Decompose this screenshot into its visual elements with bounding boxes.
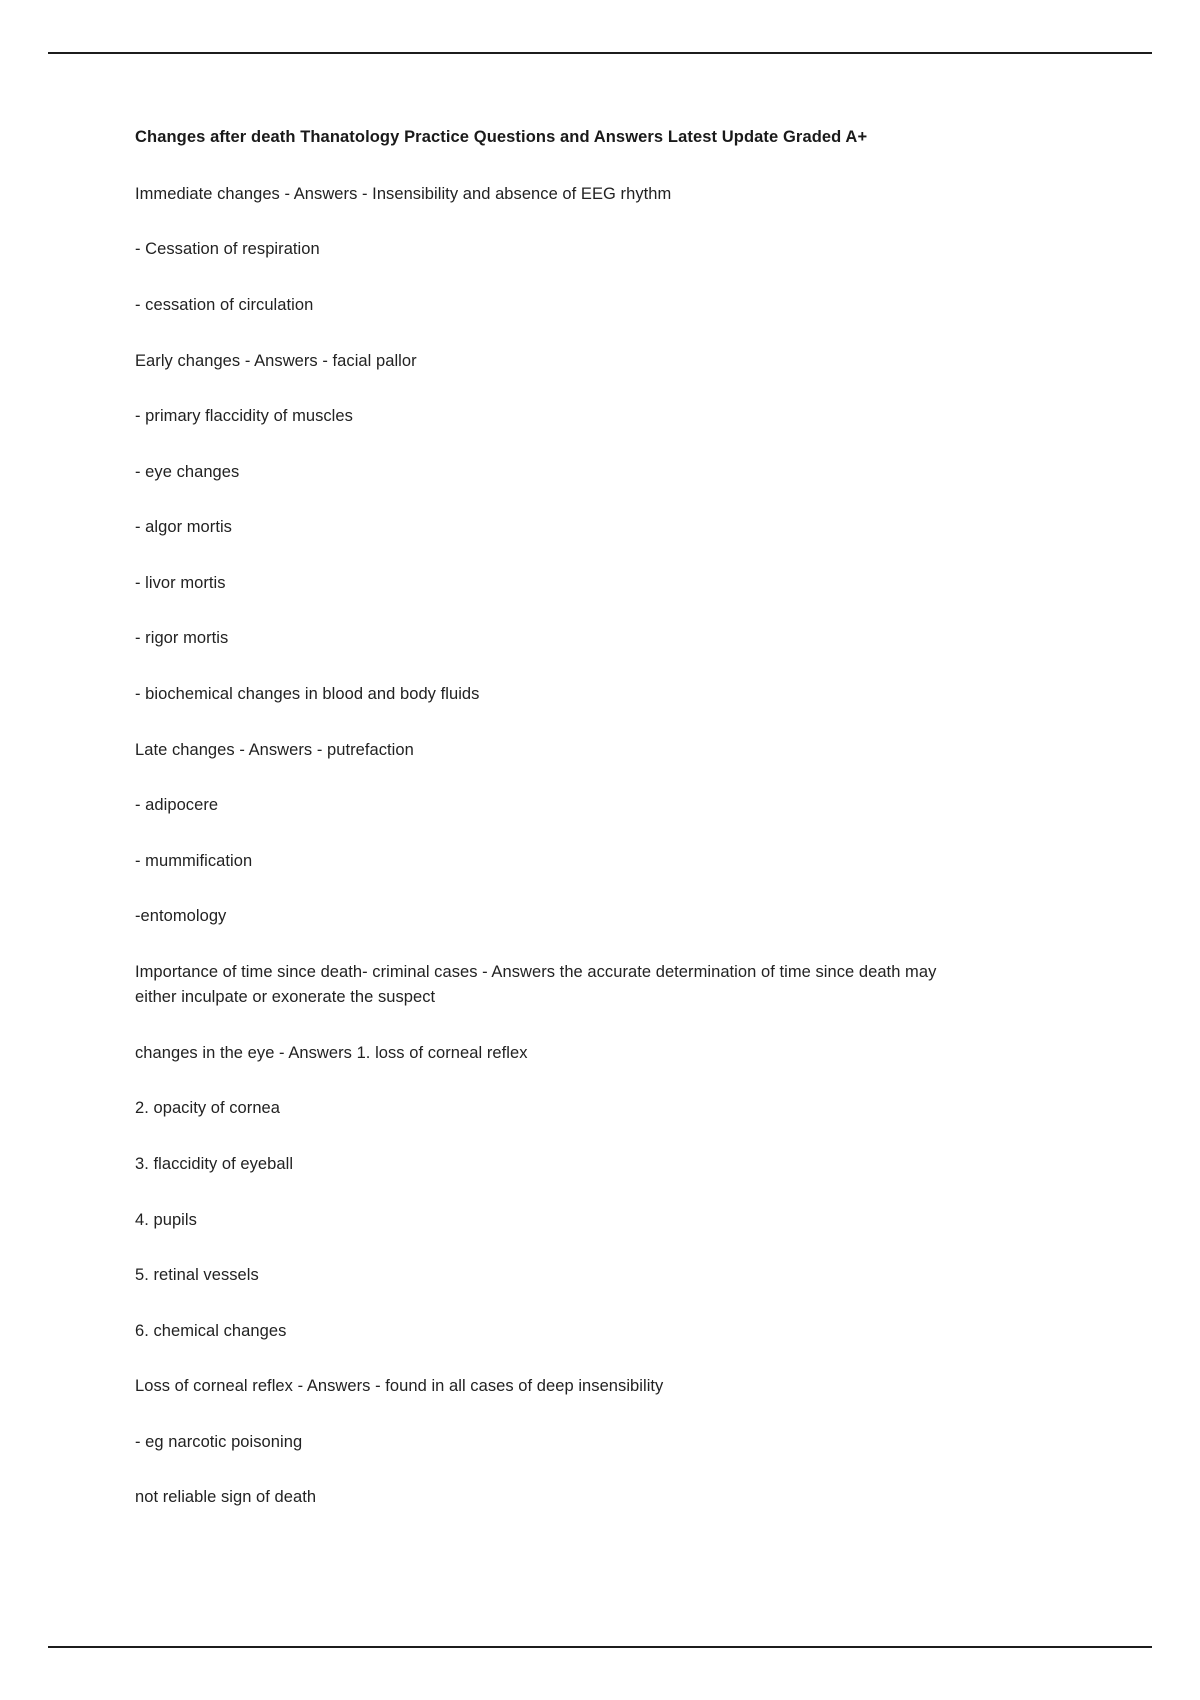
paragraph: - adipocere — [135, 796, 219, 815]
paragraph: Importance of time since death- criminal cases - Answers the accurate determination of time since death may either inculpate or exonerate the suspect — [135, 962, 937, 1007]
paragraph: - livor mortis — [135, 573, 226, 592]
page-title: Changes after death Thanatology Practice Questions and Answers Latest Update Graded A+ — [135, 128, 868, 146]
document-body — [135, 126, 1065, 1511]
paragraph: changes in the eye - Answers 1. loss of corneal reflex — [135, 1043, 528, 1062]
paragraph: -entomology — [135, 907, 227, 926]
paragraph: - rigor mortis — [135, 629, 229, 648]
paragraph: Immediate changes - Answers - Insensibility and absence of EEG rhythm — [135, 184, 672, 203]
paragraph: - primary flaccidity of muscles — [135, 407, 353, 426]
paragraph: 6. chemical changes — [135, 1321, 287, 1340]
paragraph: Early changes - Answers - facial pallor — [135, 351, 417, 370]
paragraph: - Cessation of respiration — [135, 240, 320, 259]
paragraph: - eye changes — [135, 462, 240, 481]
paragraph: 4. pupils — [135, 1210, 197, 1229]
paragraph: 2. opacity of cornea — [135, 1099, 281, 1118]
paragraph: 3. flaccidity of eyeball — [135, 1155, 294, 1174]
footer-divider — [48, 1646, 1152, 1648]
paragraph: - algor mortis — [135, 518, 232, 537]
header-divider — [48, 52, 1152, 54]
paragraph: Late changes - Answers - putrefaction — [135, 740, 414, 759]
paragraph: not reliable sign of death — [135, 1488, 317, 1507]
paragraph: - biochemical changes in blood and body fluids — [135, 684, 480, 703]
paragraph: 5. retinal vessels — [135, 1266, 259, 1285]
paragraph: - eg narcotic poisoning — [135, 1432, 303, 1451]
paragraph: - cessation of circulation — [135, 296, 314, 315]
paragraph: - mummification — [135, 851, 253, 870]
paragraph: Loss of corneal reflex - Answers - found in all cases of deep insensibility — [135, 1377, 664, 1396]
